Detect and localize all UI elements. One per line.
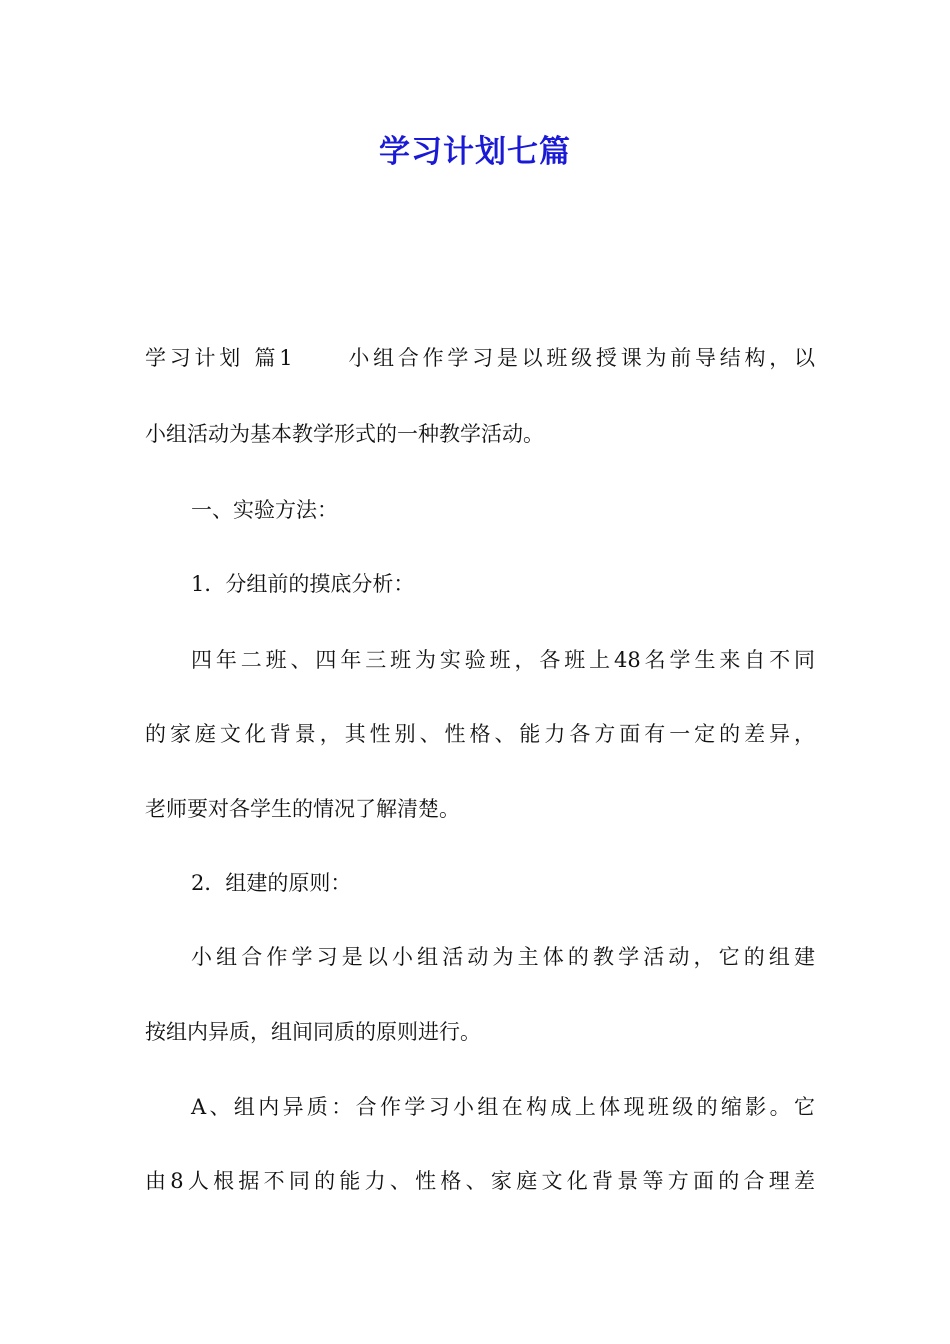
paragraph-line: 四年二班、四年三班为实验班，各班上48名学生来自不同 (191, 648, 815, 672)
document-title: 学习计划七篇 (379, 134, 571, 170)
subsection-heading: 1．分组前的摸底分析： (191, 572, 415, 596)
paragraph-line: 小组合作学习是以小组活动为主体的教学活动，它的组建 (191, 945, 815, 969)
paragraph-line: 小组活动为基本教学形式的一种教学活动。 (145, 422, 544, 446)
paragraph-text: 小组合作学习是以班级授课为前导结构，以 (344, 346, 815, 370)
paragraph-line: 老师要对各学生的情况了解清楚。 (145, 797, 460, 821)
paragraph-line: 由8人根据不同的能力、性格、家庭文化背景等方面的合理差 (145, 1169, 815, 1193)
paragraph-line: 的家庭文化背景，其性别、性格、能力各方面有一定的差异， (145, 722, 815, 746)
section-heading: 一、实验方法： (191, 498, 338, 522)
paragraph-line (145, 341, 815, 375)
paragraph-line: 按组内异质，组间同质的原则进行。 (145, 1020, 481, 1044)
subsection-heading: 2．组建的原则： (191, 871, 352, 895)
section-heading: 学习计划 篇1 (145, 346, 293, 370)
paragraph-line: A、组内异质：合作学习小组在构成上体现班级的缩影。它 (191, 1095, 815, 1119)
